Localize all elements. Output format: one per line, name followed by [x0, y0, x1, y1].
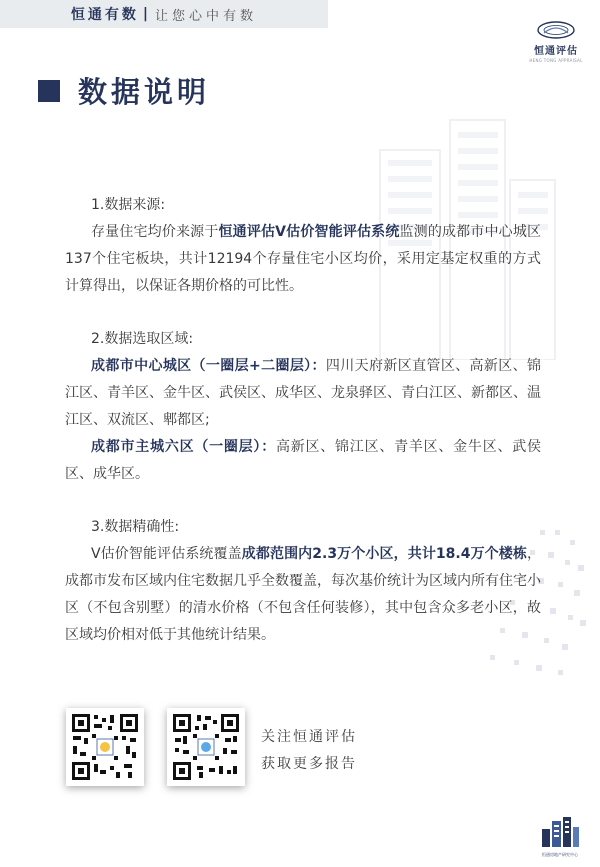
qr-code-2[interactable] — [167, 708, 245, 786]
logo-emblem-icon — [536, 20, 576, 40]
section-3-text-start: V估价智能评估系统覆盖 — [91, 546, 242, 562]
section-1-title: 1.数据来源: — [91, 197, 166, 213]
heading-square-icon — [38, 80, 60, 102]
data-description-content — [65, 192, 541, 649]
banner-slogan: 让您心中有数 — [155, 8, 258, 24]
section-2b-bold: 成都市主城六区（一圈层）： — [91, 439, 276, 455]
company-logo — [528, 20, 584, 63]
top-banner — [0, 0, 328, 28]
corner-logo — [532, 817, 588, 858]
section-2-paragraph-b — [65, 434, 541, 488]
section-3-text-bold: 成都范围内2.3万个小区，共计18.4万个楼栋 — [241, 546, 528, 562]
section-3-text-end: ，成都市发布区域内住宅数据几乎全数覆盖，每次基价统计为区域内所有住宅小区（不包含别墅）的清水价格（不包含任何装修），其中包含众多老小区，故区域均价相对低于其他统计结果。 — [65, 546, 542, 643]
page-title: 数据说明 — [78, 75, 211, 109]
section-1-text-bold: 恒通评估V估价智能评估系统 — [218, 224, 400, 240]
section-2-paragraph-a — [65, 353, 541, 434]
logo-english-name: HENG TONG APPRAISAL — [529, 58, 583, 63]
section-2a-bold: 成都市中心城区（一圈层+二圈层）： — [91, 358, 326, 374]
qr-code-1[interactable] — [66, 708, 144, 786]
building-logo-icon — [540, 817, 580, 847]
section-3-title: 3.数据精确性: — [91, 519, 180, 535]
section-1-text-start: 存量住宅均价来源于 — [91, 224, 219, 240]
logo-name: 恒通评估 — [534, 46, 578, 57]
banner-brand: 恒通有数 — [70, 7, 139, 23]
section-3-paragraph — [65, 541, 541, 649]
section-2b-text: 高新区、锦江区、青羊区、金牛区、武侯区、成华区。 — [65, 439, 542, 482]
section-heading — [38, 70, 210, 111]
follow-line-2: 获取更多报告 — [261, 756, 357, 772]
follow-prompt — [261, 724, 357, 778]
section-2-title: 2.数据选取区域: — [91, 331, 194, 347]
section-2a-text: 四川天府新区直管区、高新区、锦江区、青羊区、金牛区、武侯区、成华区、龙泉驿区、青白江区、新都区、温江区、双流区、郫都区; — [65, 358, 542, 428]
follow-line-1: 关注恒通评估 — [261, 729, 357, 745]
section-1-paragraph — [65, 219, 541, 300]
qr-code-icon — [70, 712, 140, 782]
corner-label: 恒通房地产研究中心 — [542, 852, 578, 857]
banner-separator: | — [142, 6, 152, 22]
qr-code-icon — [171, 712, 241, 782]
section-1-text-end: 监测的成都市中心城区137个住宅板块，共计12194个存量住宅小区均价，采用定基定权重的方式计算得出，以保证各期价格的可比性。 — [65, 224, 541, 294]
